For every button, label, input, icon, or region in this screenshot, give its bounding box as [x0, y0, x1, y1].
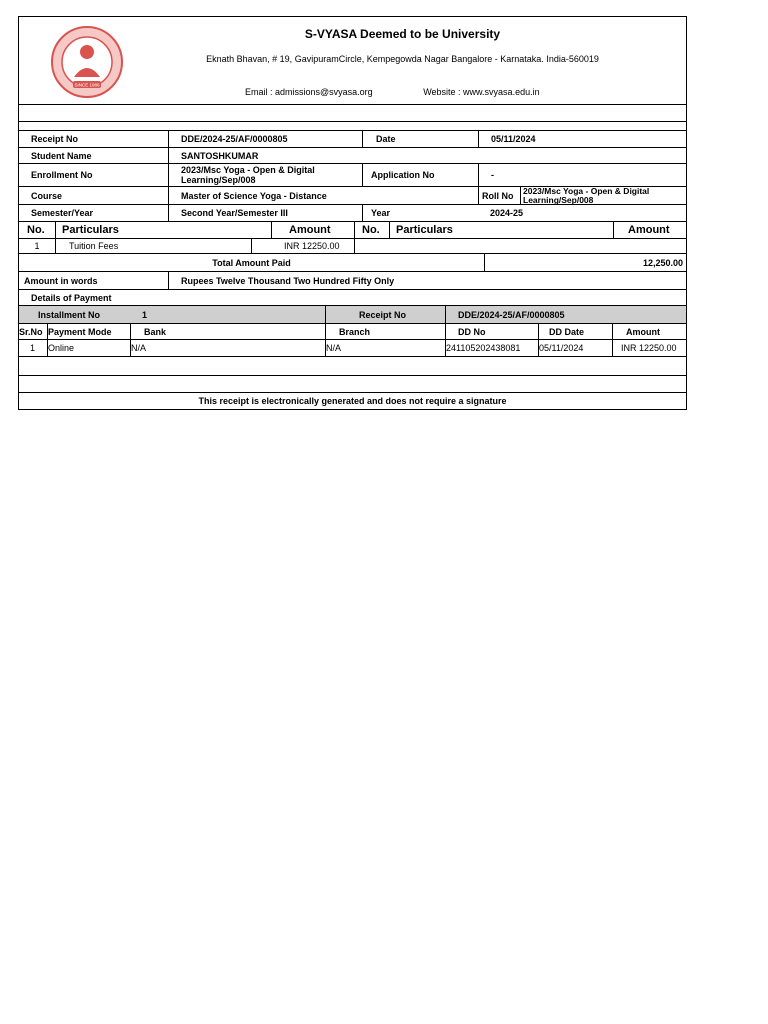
course-value: Master of Science Yoga - Distance — [168, 187, 478, 204]
payment-row-srno: 1 — [30, 343, 36, 353]
date-label: Date — [362, 131, 478, 147]
enrollment-no-line2: Learning/Sep/008 — [181, 175, 256, 185]
roll-no-line2: Learning/Sep/008 — [523, 195, 594, 204]
course-label: Course — [31, 190, 63, 201]
semester-label: Semester/Year — [31, 208, 94, 218]
blank-row-2 — [18, 375, 687, 393]
fees-row-particulars: Tuition Fees — [55, 239, 251, 253]
payment-header-row — [18, 324, 687, 340]
payment-section-title: Details of Payment — [31, 292, 112, 303]
enrollment-no-label: Enrollment No — [31, 170, 93, 180]
receipt-header — [18, 16, 687, 105]
roll-no-line1: 2023/Msc Yoga - Open & Digital — [523, 187, 650, 196]
year-value: 2024-25 — [490, 208, 524, 218]
payment-col-bank: Bank — [130, 324, 325, 339]
fees-row-no: 1 — [34, 241, 40, 251]
roll-no-label: Roll No — [478, 187, 520, 204]
semester-row — [18, 205, 687, 222]
application-no-label: Application No — [362, 164, 478, 186]
fee-receipt — [18, 16, 687, 410]
email-text: Email : admissions@svyasa.org — [245, 87, 373, 97]
year-label: Year — [362, 205, 478, 221]
payment-col-amount: Amount — [612, 324, 686, 339]
receipt-no-label: Receipt No — [31, 134, 79, 144]
total-row — [18, 254, 687, 272]
student-name-label: Student Name — [31, 150, 92, 161]
enrollment-no-line1: 2023/Msc Yoga - Open & Digital — [181, 165, 315, 175]
payment-section-row — [18, 290, 687, 306]
payment-col-ddno: DD No — [445, 324, 538, 339]
payment-row-dddate: 05/11/2024 — [538, 340, 612, 356]
logo-since-text: SINCE 1986 — [74, 82, 100, 88]
fees-col-particulars-2: Particulars — [389, 222, 613, 238]
website-text: Website : www.svyasa.edu.in — [423, 87, 540, 97]
contact-line — [245, 87, 540, 97]
payment-row — [18, 340, 687, 357]
footer-note: This receipt is electronically generated and does not require a signature — [198, 396, 507, 406]
fees-row-amount: INR 12250.00 — [251, 239, 354, 253]
roll-no-value — [520, 187, 686, 204]
application-no-value: - — [478, 164, 686, 186]
payment-row-bank: N/A — [130, 340, 325, 356]
fees-row-empty — [354, 239, 686, 253]
total-value: 12,250.00 — [484, 254, 686, 271]
student-name-value: SANTOSHKUMAR — [168, 148, 686, 163]
receipt-no-value: DDE/2024-25/AF/0000805 — [168, 131, 362, 147]
payment-col-branch: Branch — [325, 324, 445, 339]
student-name-row — [18, 148, 687, 164]
receipt-no-row — [18, 130, 687, 148]
installment-value: 1 — [142, 309, 148, 320]
spacer-2 — [18, 357, 687, 375]
payment-col-mode: Payment Mode — [47, 324, 130, 339]
amount-words-label: Amount in words — [24, 275, 98, 286]
installment-row — [18, 306, 687, 324]
fees-col-no: No. — [27, 224, 45, 236]
fees-col-amount: Amount — [271, 222, 354, 238]
fees-row — [18, 239, 687, 254]
payment-receipt-no-label: Receipt No — [325, 306, 445, 323]
payment-row-mode: Online — [47, 340, 130, 356]
payment-receipt-no-value: DDE/2024-25/AF/0000805 — [445, 306, 686, 323]
university-name: S-VYASA Deemed to be University — [304, 27, 501, 41]
course-row — [18, 187, 687, 205]
amount-words-value: Rupees Twelve Thousand Two Hundred Fifty Only — [168, 272, 686, 289]
blank-row — [18, 105, 687, 122]
payment-row-ddno: 241105202438081 — [445, 340, 538, 356]
fees-header-row — [18, 222, 687, 239]
footer-row — [18, 393, 687, 410]
fees-col-amount-2: Amount — [613, 222, 686, 238]
payment-col-srno: Sr.No — [19, 326, 43, 337]
installment-label: Installment No — [38, 309, 101, 320]
fees-col-no-2: No. — [354, 222, 389, 238]
fees-col-particulars: Particulars — [55, 222, 271, 238]
date-value: 05/11/2024 — [478, 131, 686, 147]
university-address: Eknath Bhavan, # 19, GavipuramCircle, Kempegowda Nagar Bangalore - Karnataka. India-560019 — [206, 54, 599, 64]
payment-row-amount: INR 12250.00 — [612, 340, 686, 356]
enrollment-no-value — [168, 164, 362, 186]
spacer — [18, 122, 687, 130]
payment-col-dddate: DD Date — [538, 324, 612, 339]
semester-value: Second Year/Semester III — [168, 205, 362, 221]
payment-row-branch: N/A — [325, 340, 445, 356]
enrollment-row — [18, 164, 687, 187]
amount-words-row — [18, 272, 687, 290]
total-label: Total Amount Paid — [212, 257, 291, 268]
